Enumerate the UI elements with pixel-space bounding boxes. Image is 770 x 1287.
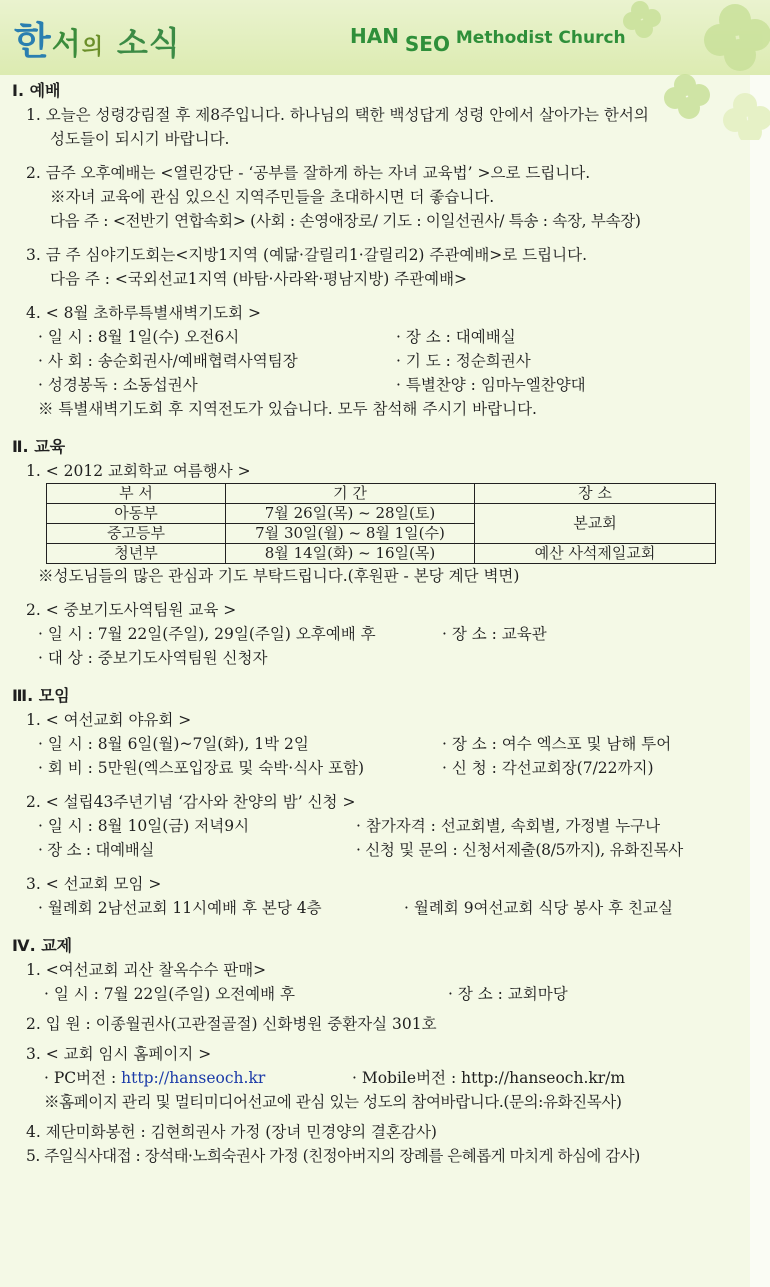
table-cell-period: 8월 14일(화) ~ 16일(목) (226, 544, 475, 564)
homepage-pc-link[interactable]: http://hanseoch.kr (121, 1069, 266, 1087)
worship-item-2-line-1: 2. 금주 오후예배는 <열린강단 - ‘공부를 잘하게 하는 자녀 교육법’ >으로 드립니다. (26, 164, 591, 182)
fellowship-item-1-title: 1. <여선교회 괴산 찰옥수수 판매> (26, 961, 267, 979)
title-part-news: 소식 (116, 24, 181, 62)
table-cell-period: 7월 26일(목) ~ 28일(토) (226, 504, 475, 524)
corn-sale-place: · 장 소 : 교회마당 (448, 985, 568, 1003)
table-cell-place: 예산 사석제일교회 (475, 544, 716, 564)
meeting-item-3-title: 3. < 선교회 모임 > (26, 875, 162, 893)
table-row (47, 544, 716, 564)
meeting-item-2-title: 2. < 설립43주년기념 ‘감사와 찬양의 밤’ 신청 > (26, 793, 356, 811)
picnic-signup: · 신 청 : 각선교회장(7/22까지) (442, 759, 654, 777)
education-item-2-row-2: · 대 상 : 중보기도사역팀원 신청자 (38, 649, 268, 667)
mission-meeting-2: · 월례회 2남선교회 11시예배 후 본당 4층 (38, 899, 322, 917)
picnic-fee: · 회 비 : 5만원(엑스포입장료 및 숙박·식사 포함) (38, 759, 365, 777)
anniversary-place: · 장 소 : 대예배실 (38, 841, 155, 859)
section-heading-worship: Ⅰ. 예배 (12, 81, 61, 100)
worship-item-1-line-2: 성도들이 되시기 바랍니다. (50, 130, 230, 148)
worship-item-4-row-3 (0, 373, 770, 397)
fellowship-item-2: 2. 입 원 : 이종월권사(고관절골절) 신화병원 중환자실 301호 (26, 1015, 437, 1033)
corn-sale-schedule: · 일 시 : 7월 22일(주일) 오전예배 후 (44, 985, 296, 1003)
newsletter-title (14, 10, 181, 65)
homepage-pc-label: · PC버전 : (44, 1069, 122, 1087)
item4-reading: · 성경봉독 : 소동섭권사 (38, 376, 198, 394)
table-row (47, 504, 716, 524)
meeting-item-2-row-1 (0, 814, 770, 838)
table-cell-dept: 중고등부 (47, 524, 226, 544)
table-cell-place: 본교회 (475, 504, 716, 544)
meeting-item-2-row-2 (0, 838, 770, 862)
worship-item-4-row-2 (0, 349, 770, 373)
fellowship-item-3-title: 3. < 교회 임시 홈페이지 > (26, 1045, 212, 1063)
item2-place: · 장 소 : 교육관 (442, 625, 547, 643)
table-header-dept: 부 서 (47, 484, 226, 504)
education-item-2-title: 2. < 중보기도사역팀원 교육 > (26, 601, 237, 619)
fellowship-item-1-row-1 (0, 982, 770, 1006)
item4-schedule: · 일 시 : 8월 1일(수) 오전6시 (38, 328, 240, 346)
en-han: HAN (350, 24, 399, 48)
table-header-place: 장 소 (475, 484, 716, 504)
item4-host: · 사 회 : 송순회권사/예배협력사역팀장 (38, 352, 298, 370)
title-part-han: 한 (14, 19, 52, 63)
fellowship-item-3-row-1 (0, 1066, 770, 1090)
worship-item-3-line-2: 다음 주 : <국외선교1지역 (바탐·사라왁·평남지방) 주관예배> (50, 270, 468, 288)
worship-item-4-row-1 (0, 325, 770, 349)
picnic-schedule: · 일 시 : 8월 6일(월)~7일(화), 1박 2일 (38, 735, 309, 753)
anniversary-eligibility: · 참가자격 : 선교회별, 속회별, 가정별 누구나 (356, 817, 661, 835)
table-header-period: 기 간 (226, 484, 475, 504)
table-header-row (47, 484, 716, 504)
section-heading-meeting: Ⅲ. 모임 (12, 686, 70, 705)
worship-item-4-title: 4. < 8월 초하루특별새벽기도회 > (26, 304, 262, 322)
en-rest: Methodist Church (455, 28, 626, 48)
mission-meeting-9: · 월례회 9여선교회 식당 봉사 후 친교실 (404, 899, 673, 917)
anniversary-schedule: · 일 시 : 8월 10일(금) 저녁9시 (38, 817, 250, 835)
homepage-pc (44, 1066, 352, 1090)
education-item-1-title: 1. < 2012 교회학교 여름행사 > (26, 462, 251, 480)
meeting-item-1-row-2 (0, 756, 770, 780)
section-heading-education: Ⅱ. 교육 (12, 437, 66, 456)
meeting-item-1-row-1 (0, 732, 770, 756)
anniversary-apply: · 신청 및 문의 : 신청서제출(8/5까지), 유화진목사 (356, 841, 683, 859)
church-english-name (350, 24, 626, 56)
newsletter-header (0, 0, 770, 75)
en-seo: SEO (404, 32, 450, 56)
worship-item-4-note: ※ 특별새벽기도회 후 지역전도가 있습니다. 모두 참석해 주시기 바랍니다. (38, 400, 537, 418)
item4-place: · 장 소 : 대예배실 (396, 328, 516, 346)
table-cell-dept: 아동부 (47, 504, 226, 524)
title-part-seo: 서 (51, 27, 82, 62)
table-cell-dept: 청년부 (47, 544, 226, 564)
item4-prayer: · 기 도 : 정순희권사 (396, 352, 531, 370)
worship-item-2-line-3: 다음 주 : <전반기 연합속회> (사회 : 손영애장로/ 기도 : 이일선권사/ 특송 : 속장, 부속장) (50, 212, 641, 230)
section-heading-fellowship: Ⅳ. 교제 (12, 936, 73, 955)
worship-item-1-line-1: 1. 오늘은 성령강림절 후 제8주입니다. 하나님의 택한 백성답게 성령 안에서 살아가는 한서의 (26, 106, 649, 124)
worship-item-3-line-1: 3. 금 주 심야기도회는<지방1지역 (예닮·갈릴리1·갈릴리2) 주관예배>로 드립니다. (26, 246, 588, 264)
summer-event-table (46, 483, 716, 564)
meeting-item-1-title: 1. < 여선교회 야유회 > (26, 711, 192, 729)
worship-item-2-line-2: ※자녀 교육에 관심 있으신 지역주민들을 초대하시면 더 좋습니다. (50, 188, 495, 206)
table-cell-period: 7월 30일(월) ~ 8월 1일(수) (226, 524, 475, 544)
fellowship-item-5: 5. 주일식사대접 : 장석태·노희숙권사 가정 (친정아버지의 장례를 은혜롭게 마치게 하심에 감사) (26, 1147, 640, 1165)
newsletter-content (0, 75, 770, 1168)
item4-choir: · 특별찬양 : 임마누엘찬양대 (396, 376, 586, 394)
homepage-mobile: · Mobile버전 : http://hanseoch.kr/m (352, 1069, 626, 1087)
education-item-2-row-1 (0, 622, 770, 646)
title-part-ui: 의 (81, 35, 104, 60)
fellowship-item-4: 4. 제단미화봉헌 : 김현희권사 가정 (장녀 민경양의 결혼감사) (26, 1123, 437, 1141)
item2-schedule: · 일 시 : 7월 22일(주일), 29일(주일) 오후예배 후 (38, 625, 376, 643)
education-item-1-note: ※성도님들의 많은 관심과 기도 부탁드립니다.(후원판 - 본당 계단 벽면) (38, 567, 520, 585)
picnic-place: · 장 소 : 여수 엑스포 및 남해 투어 (442, 735, 672, 753)
meeting-item-3-row-1 (0, 896, 770, 920)
fellowship-item-3-note: ※홈페이지 관리 및 멀티미디어선교에 관심 있는 성도의 참여바랍니다.(문의:유화진목사) (44, 1093, 622, 1111)
